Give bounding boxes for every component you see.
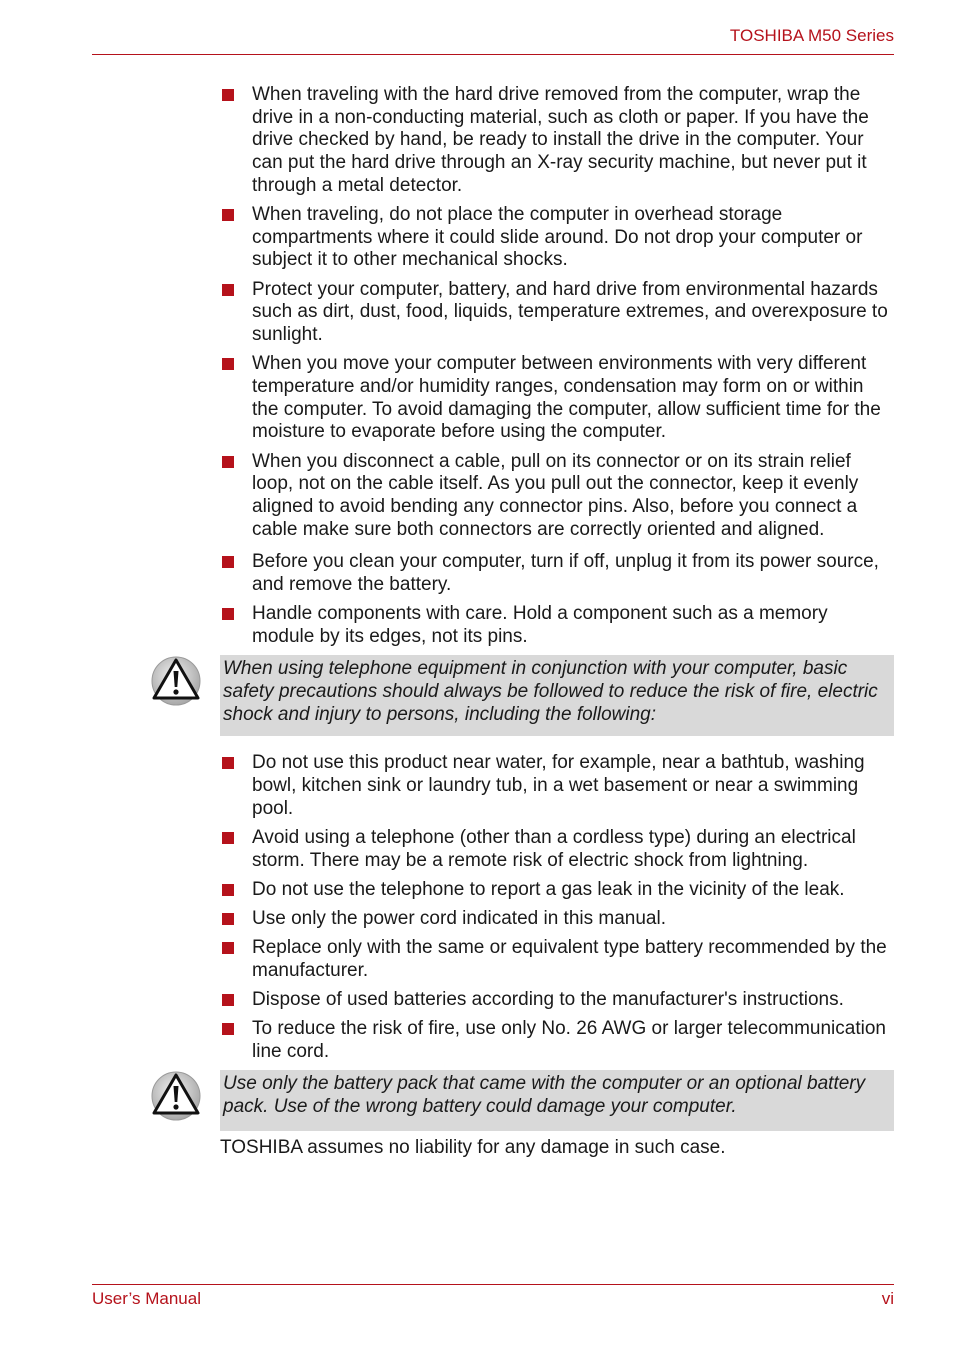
caution-text: When using telephone equipment in conjunction with your computer, basic safety precautions should always be followed to reduce the risk of fire, electric shock and injury to persons, including the following:: [223, 658, 878, 725]
caution-box-telephone: [220, 655, 894, 736]
list-item: Use only the power cord indicated in this manual.: [220, 908, 894, 931]
bullet-square-icon: [222, 556, 234, 568]
bullet-list-telephone: [220, 752, 894, 1063]
list-item: Before you clean your computer, turn if off, unplug it from its power source, and remove the battery.: [220, 551, 894, 596]
page-number: vi: [881, 1289, 894, 1308]
list-item: Dispose of used batteries according to the manufacturer's instructions.: [220, 989, 894, 1012]
header-rule: [92, 54, 894, 55]
bullet-list-handling: [220, 84, 894, 649]
caution-text: Use only the battery pack that came with the computer or an optional battery pack. Use of the wrong battery could damage your computer.: [223, 1073, 866, 1117]
footer-manual-title: User’s Manual: [92, 1289, 201, 1308]
bullet-square-icon: [222, 913, 234, 925]
list-item: Replace only with the same or equivalent type battery recommended by the manufacturer.: [220, 937, 894, 982]
list-item: When traveling, do not place the computer in overhead storage compartments where it could slide around. Do not drop your computer or subject it to other mechanical shocks.: [220, 204, 894, 272]
list-item: To reduce the risk of fire, use only No. 26 AWG or larger telecommunication line cord.: [220, 1018, 894, 1063]
bullet-square-icon: [222, 832, 234, 844]
bullet-square-icon: [222, 608, 234, 620]
page-content: [220, 84, 894, 1159]
bullet-square-icon: [222, 209, 234, 221]
list-item: When you move your computer between environments with very different temperature and/or humidity ranges, condensation may form on or within the computer. To avoid damaging the computer, allow sufficient time for the moisture to evaporate before using the computer.: [220, 353, 894, 444]
list-item: Do not use the telephone to report a gas leak in the vicinity of the leak.: [220, 879, 894, 902]
bullet-square-icon: [222, 757, 234, 769]
bullet-square-icon: [222, 1023, 234, 1035]
closing-statement: TOSHIBA assumes no liability for any damage in such case.: [220, 1136, 726, 1158]
warning-triangle-icon: [150, 1070, 202, 1122]
warning-triangle-icon: [150, 655, 202, 707]
bullet-square-icon: [222, 456, 234, 468]
bullet-square-icon: [222, 884, 234, 896]
list-item: Do not use this product near water, for example, near a bathtub, washing bowl, kitchen sink or laundry tub, in a wet basement or near a swimming pool.: [220, 752, 894, 820]
list-item: When traveling with the hard drive removed from the computer, wrap the drive in a non-conducting material, such as cloth or paper. If you have the drive checked by hand, be ready to install the drive in the computer. Your can put the hard drive through an X-ray security machine, but never put it through a metal detector.: [220, 84, 894, 198]
list-item: When you disconnect a cable, pull on its connector or on its strain relief loop, not on the cable itself. As you pull out the connector, keep it evenly aligned to avoid bending any connector pins. Also, before you connect a cable make sure both connectors are correctly oriented and aligned.: [220, 451, 894, 542]
bullet-square-icon: [222, 89, 234, 101]
list-item: Avoid using a telephone (other than a cordless type) during an electrical storm. There may be a remote risk of electric shock from lightning.: [220, 827, 894, 872]
bullet-square-icon: [222, 284, 234, 296]
list-item: Handle components with care. Hold a component such as a memory module by its edges, not its pins.: [220, 603, 894, 648]
caution-box-battery: [220, 1070, 894, 1130]
list-item: Protect your computer, battery, and hard drive from environmental hazards such as dirt, dust, food, liquids, temperature extremes, and overexposure to sunlight.: [220, 279, 894, 347]
bullet-square-icon: [222, 994, 234, 1006]
bullet-square-icon: [222, 358, 234, 370]
bullet-square-icon: [222, 942, 234, 954]
header-title: TOSHIBA M50 Series: [729, 26, 894, 45]
footer-rule: [92, 1284, 894, 1285]
